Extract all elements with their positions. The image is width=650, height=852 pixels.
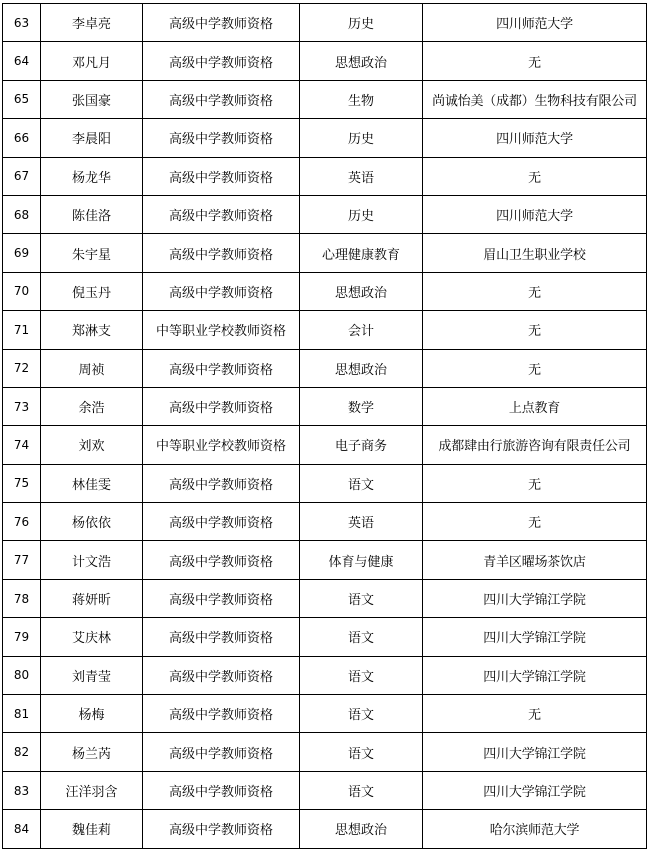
cell-organization: 无 <box>423 695 647 733</box>
cell-number: 72 <box>3 349 41 387</box>
cell-qualification: 高级中学教师资格 <box>143 464 300 502</box>
cell-name: 陈佳洛 <box>41 195 143 233</box>
table-row <box>3 311 647 349</box>
cell-qualification: 高级中学教师资格 <box>143 695 300 733</box>
cell-organization: 成都肆由行旅游咨询有限责任公司 <box>423 426 647 464</box>
cell-organization: 哈尔滨师范大学 <box>423 810 647 848</box>
table-row <box>3 157 647 195</box>
cell-qualification: 高级中学教师资格 <box>143 80 300 118</box>
cell-number: 82 <box>3 733 41 771</box>
cell-qualification: 高级中学教师资格 <box>143 618 300 656</box>
cell-organization: 眉山卫生职业学校 <box>423 234 647 272</box>
cell-subject: 英语 <box>300 503 423 541</box>
cell-qualification: 高级中学教师资格 <box>143 119 300 157</box>
cell-number: 76 <box>3 503 41 541</box>
cell-number: 83 <box>3 771 41 809</box>
cell-qualification: 高级中学教师资格 <box>143 733 300 771</box>
table-row <box>3 80 647 118</box>
cell-organization: 四川大学锦江学院 <box>423 733 647 771</box>
cell-organization: 四川师范大学 <box>423 119 647 157</box>
table-row <box>3 4 647 42</box>
cell-name: 李晨阳 <box>41 119 143 157</box>
roster-table <box>2 3 647 849</box>
table-row <box>3 349 647 387</box>
cell-name: 艾庆林 <box>41 618 143 656</box>
cell-number: 63 <box>3 4 41 42</box>
cell-organization: 无 <box>423 503 647 541</box>
cell-organization: 四川大学锦江学院 <box>423 618 647 656</box>
cell-number: 71 <box>3 311 41 349</box>
cell-name: 余浩 <box>41 387 143 425</box>
cell-number: 74 <box>3 426 41 464</box>
table-row <box>3 272 647 310</box>
cell-number: 64 <box>3 42 41 80</box>
cell-name: 倪玉丹 <box>41 272 143 310</box>
table-row <box>3 733 647 771</box>
table-row <box>3 579 647 617</box>
table-row <box>3 387 647 425</box>
table-row <box>3 541 647 579</box>
cell-subject: 语文 <box>300 695 423 733</box>
cell-number: 80 <box>3 656 41 694</box>
cell-qualification: 高级中学教师资格 <box>143 157 300 195</box>
cell-number: 67 <box>3 157 41 195</box>
cell-qualification: 高级中学教师资格 <box>143 387 300 425</box>
cell-subject: 思想政治 <box>300 272 423 310</box>
cell-organization: 上点教育 <box>423 387 647 425</box>
cell-name: 杨龙华 <box>41 157 143 195</box>
cell-subject: 思想政治 <box>300 42 423 80</box>
cell-qualification: 高级中学教师资格 <box>143 656 300 694</box>
cell-name: 林佳雯 <box>41 464 143 502</box>
cell-number: 81 <box>3 695 41 733</box>
cell-organization: 四川大学锦江学院 <box>423 771 647 809</box>
cell-name: 刘青莹 <box>41 656 143 694</box>
cell-name: 刘欢 <box>41 426 143 464</box>
table-row <box>3 119 647 157</box>
cell-name: 魏佳莉 <box>41 810 143 848</box>
cell-organization: 无 <box>423 349 647 387</box>
cell-subject: 思想政治 <box>300 810 423 848</box>
cell-qualification: 高级中学教师资格 <box>143 42 300 80</box>
table-row <box>3 771 647 809</box>
cell-qualification: 高级中学教师资格 <box>143 195 300 233</box>
cell-subject: 生物 <box>300 80 423 118</box>
cell-subject: 语文 <box>300 771 423 809</box>
cell-organization: 无 <box>423 311 647 349</box>
cell-organization: 无 <box>423 157 647 195</box>
cell-qualification: 高级中学教师资格 <box>143 771 300 809</box>
cell-name: 李卓亮 <box>41 4 143 42</box>
cell-number: 70 <box>3 272 41 310</box>
cell-name: 杨依依 <box>41 503 143 541</box>
cell-subject: 语文 <box>300 464 423 502</box>
cell-organization: 尚诚怡美（成都）生物科技有限公司 <box>423 80 647 118</box>
cell-organization: 四川师范大学 <box>423 4 647 42</box>
cell-number: 79 <box>3 618 41 656</box>
cell-subject: 心理健康教育 <box>300 234 423 272</box>
cell-name: 汪洋羽含 <box>41 771 143 809</box>
cell-name: 杨梅 <box>41 695 143 733</box>
cell-qualification: 高级中学教师资格 <box>143 541 300 579</box>
cell-subject: 语文 <box>300 618 423 656</box>
cell-subject: 历史 <box>300 4 423 42</box>
roster-table-body <box>3 4 647 849</box>
cell-subject: 语文 <box>300 579 423 617</box>
table-row <box>3 810 647 848</box>
table-row <box>3 195 647 233</box>
cell-number: 78 <box>3 579 41 617</box>
cell-qualification: 中等职业学校教师资格 <box>143 311 300 349</box>
table-row <box>3 234 647 272</box>
cell-qualification: 中等职业学校教师资格 <box>143 426 300 464</box>
cell-subject: 体育与健康 <box>300 541 423 579</box>
cell-name: 计文浩 <box>41 541 143 579</box>
cell-qualification: 高级中学教师资格 <box>143 503 300 541</box>
table-row <box>3 426 647 464</box>
cell-qualification: 高级中学教师资格 <box>143 272 300 310</box>
cell-number: 73 <box>3 387 41 425</box>
cell-number: 75 <box>3 464 41 502</box>
cell-organization: 无 <box>423 464 647 502</box>
cell-qualification: 高级中学教师资格 <box>143 810 300 848</box>
cell-name: 朱宇星 <box>41 234 143 272</box>
cell-name: 蒋妍昕 <box>41 579 143 617</box>
table-row <box>3 503 647 541</box>
cell-subject: 历史 <box>300 119 423 157</box>
cell-qualification: 高级中学教师资格 <box>143 579 300 617</box>
cell-subject: 数学 <box>300 387 423 425</box>
cell-qualification: 高级中学教师资格 <box>143 349 300 387</box>
cell-name: 张国豪 <box>41 80 143 118</box>
cell-organization: 青羊区曜场茶饮店 <box>423 541 647 579</box>
cell-qualification: 高级中学教师资格 <box>143 4 300 42</box>
cell-name: 周祯 <box>41 349 143 387</box>
cell-subject: 思想政治 <box>300 349 423 387</box>
cell-subject: 历史 <box>300 195 423 233</box>
cell-subject: 电子商务 <box>300 426 423 464</box>
table-row <box>3 656 647 694</box>
cell-subject: 英语 <box>300 157 423 195</box>
cell-name: 杨兰芮 <box>41 733 143 771</box>
cell-subject: 语文 <box>300 656 423 694</box>
cell-qualification: 高级中学教师资格 <box>143 234 300 272</box>
cell-organization: 四川大学锦江学院 <box>423 656 647 694</box>
cell-number: 77 <box>3 541 41 579</box>
cell-name: 郑淋支 <box>41 311 143 349</box>
cell-organization: 四川大学锦江学院 <box>423 579 647 617</box>
cell-name: 邓凡月 <box>41 42 143 80</box>
cell-number: 69 <box>3 234 41 272</box>
cell-number: 68 <box>3 195 41 233</box>
cell-number: 65 <box>3 80 41 118</box>
cell-organization: 四川师范大学 <box>423 195 647 233</box>
table-row <box>3 464 647 502</box>
cell-organization: 无 <box>423 42 647 80</box>
table-row <box>3 42 647 80</box>
table-row <box>3 618 647 656</box>
cell-number: 84 <box>3 810 41 848</box>
cell-number: 66 <box>3 119 41 157</box>
cell-organization: 无 <box>423 272 647 310</box>
cell-subject: 会计 <box>300 311 423 349</box>
cell-subject: 语文 <box>300 733 423 771</box>
table-row <box>3 695 647 733</box>
